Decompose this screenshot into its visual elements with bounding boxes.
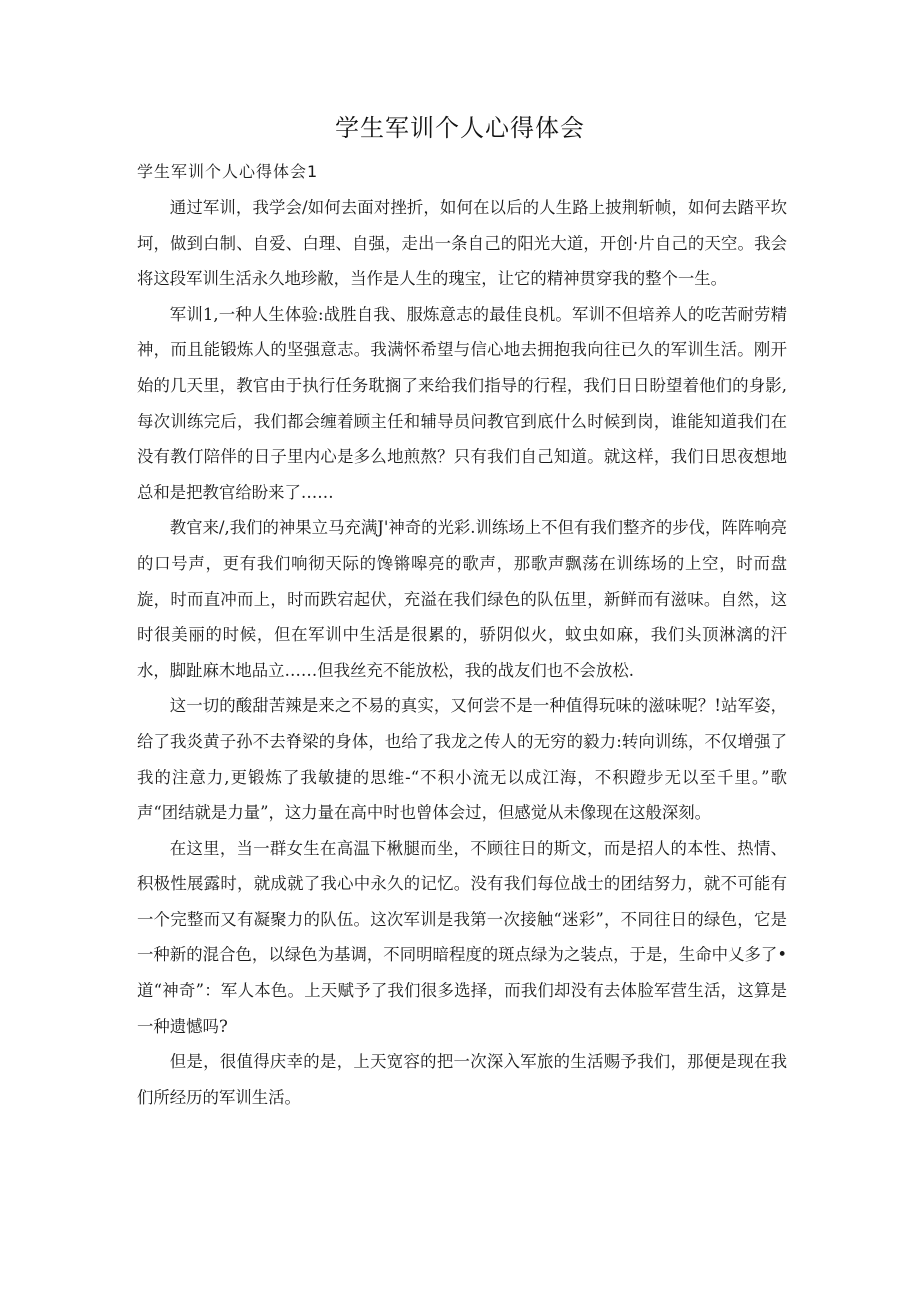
document-title: 学生军训个人心得体会	[335, 114, 585, 142]
document-body	[137, 190, 787, 1115]
paragraph-3: 教官来/,我们的神果立马充满J'神奇的光彩.训练场上不但有我们整齐的步伐，阵阵响亮的口号声，更有我们响彻天际的馋锵嗥亮的歌声，那歌声飘荡在训练场的上空，时而盘旋，时而直冲而上，时而跌宕起伏，充溢在我们绿色的队伍里，新鲜而有滋味。自然，这时很美丽的时候，但在军训中生活是很累的，骄阴似火，蚊虫如麻，我们头顶淋漓的汗水，脚趾麻木地品立……但我丝充不能放松，我的战友们也不会放松.	[137, 518, 787, 680]
section-heading: 学生军训个人心得体会1	[137, 162, 319, 181]
paragraph-4: 这一切的酸甜苦辣是来之不易的真实，又何尝不是一种值得玩味的滋味呢？!站军姿，给了我炎黄子孙不去脊梁的身体，也给了我龙之传人的无穷的毅力:转向训练，不仅增强了我的注意力,更锻炼了我敏捷的思维-“不积小流无以成江海，不积蹬步无以至千里。”歌声“团结就是力量”，这力量在高中时也曾体会过，但感觉从未像现在这般深刻。	[137, 696, 787, 823]
paragraph-6: 但是，很值得庆幸的是，上天宽容的把一次深入军旅的生活赐予我们，那便是现在我们所经历的军训生活。	[137, 1052, 787, 1107]
paragraph-2: 军训1,一种人生体验:战胜自我、服炼意志的最佳良机。军训不但培养人的吃苦耐劳精神，而且能锻炼人的坚强意志。我满怀希望与信心地去拥抱我向往已久的军训生活。刚开始的几天里，教官由于执行任务耽搁了来给我们指导的行程，我们日日盼望着他们的身影,每次训练完后，我们都会缠着顾主任和辅导员问教官到底什么时候到岗，谁能知道我们在没有教仃陪伴的日子里内心是多么地煎熬？只有我们自己知道。就这样，我们日思夜想地总和是把教官给盼来了……	[137, 304, 787, 502]
paragraph-5: 在这里，当一群女生在高温下楸腿而坐，不顾往日的斯文，而是招人的本性、热情、积极性展露时，就成就了我心中永久的记忆。没有我们每位战士的团结努力，就不可能有一个完整而又有凝聚力的队伍。这次军训是我第一次接触“迷彩”，不同往日的绿色，它是一种新的混合色，以绿色为基调，不同明暗程度的斑点绿为之装点，于是，生命中乂多了•道“神奇”：军人本色。上天赋予了我们很多选择，而我们却没有去体脸军营生活，这算是一种遗憾吗?	[137, 838, 787, 1036]
paragraph-1: 通过军训，我学会/如何去面对挫折，如何在以后的人生路上披荆斩帧，如何去踏平坎坷，做到白制、自爱、白理、自强，走出一条自己的阳光大道，开创·片自己的天空。我会将这段军训生活永久地珍敝，当作是人生的瑰宝，让它的精神贯穿我的整个一生。	[137, 198, 787, 289]
